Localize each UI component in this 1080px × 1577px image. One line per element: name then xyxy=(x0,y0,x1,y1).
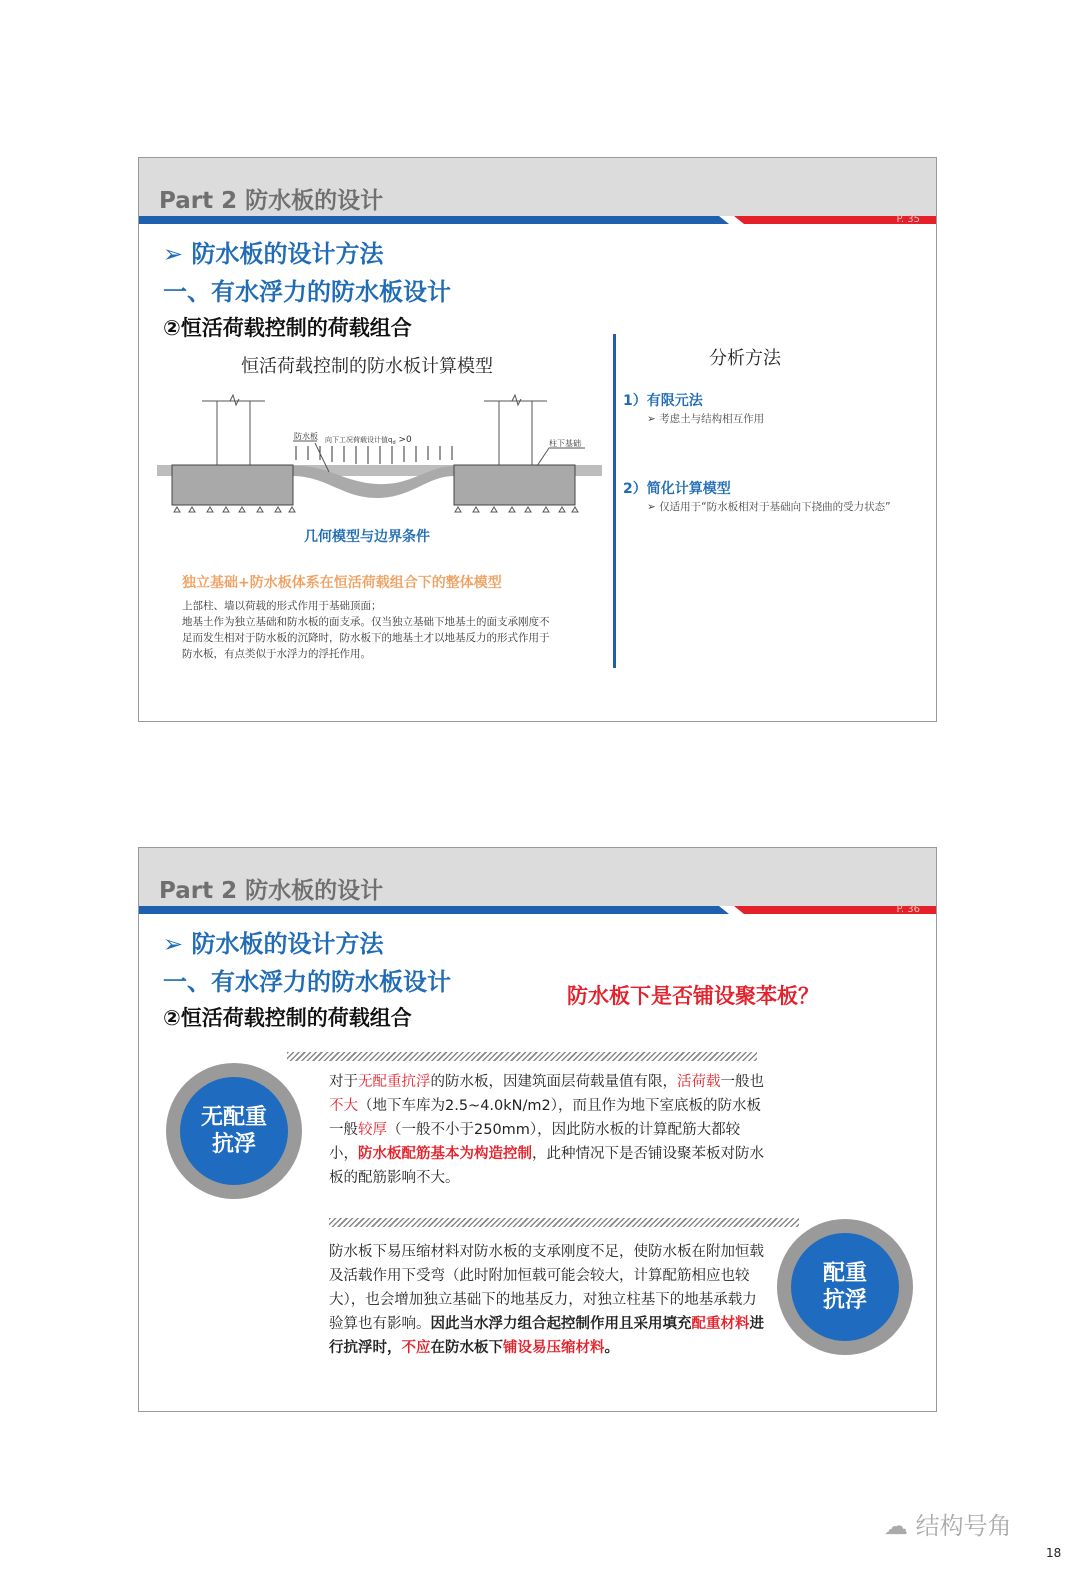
label-slab: 防水板 xyxy=(294,432,318,441)
model-description: 上部柱、墙以荷载的形式作用于基础顶面； 地基土作为独立基础和防水板的面支承。仅当独立基础下地基土的面支承刚度不 足而发生相对于防水板的沉降时，防水板下的地基土才以地基反力的形式作用于 防水板，有点类似于水浮力的浮托作用。 xyxy=(182,600,550,660)
page-number: 18 xyxy=(1046,1546,1062,1560)
diagram-caption: 几何模型与边界条件 xyxy=(304,529,430,545)
hatch-divider xyxy=(287,1052,757,1061)
method-fem-note: ➢ 考虑土与结构相互作用 xyxy=(647,413,765,425)
badge-counterweight: 配重 抗浮 xyxy=(777,1219,913,1355)
wechat-icon: ☁ xyxy=(884,1512,908,1540)
heading-load-combination: ②恒活荷载控制的荷载组合 xyxy=(163,316,412,340)
arrow-bullet-icon: ➢ xyxy=(163,930,192,958)
model-subtitle: 独立基础+防水板体系在恒活荷载组合下的整体模型 xyxy=(182,575,502,591)
vertical-divider xyxy=(613,334,616,668)
heading-design-method: ➢ 防水板的设计方法 xyxy=(163,240,384,268)
hatch-divider xyxy=(329,1218,799,1227)
model-title: 恒活荷载控制的防水板计算模型 xyxy=(241,356,493,377)
paragraph-counterweight: 防水板下易压缩材料对防水板的支承刚度不足，使防水板在附加恒载及活载作用下受弯（此时附加恒载可能会较大，计算配筋相应也较大），也会增加独立基础下的地基反力，对独立柱基下的地基承载力验算也有影响。因此当水浮力组合起控制作用且采用填充配重材料进行抗浮时，不应在防水板下铺设易压缩材料。 xyxy=(329,1244,764,1356)
analysis-title: 分析方法 xyxy=(709,348,781,369)
method-simplified-note: ➢ 仅适用于“防水板相对于基础向下挠曲的受力状态” xyxy=(647,501,891,513)
paragraph-no-counterweight: 对于无配重抗浮的防水板，因建筑面层荷载量值有限，活荷载一般也不大（地下车库为2.5~4.0kN/m2），而且作为地下室底板的防水板一般较厚（一般不小于250mm），因此防水板的计算配筋大都较小，防水板配筋基本为构造控制，此种情况下是否铺设聚苯板对防水板的配筋影响不大。 xyxy=(329,1074,764,1186)
slide-36 xyxy=(138,847,937,1412)
header-title: Part 2 防水板的设计 xyxy=(159,188,384,214)
slide-header xyxy=(139,848,936,906)
slide-35 xyxy=(138,157,937,722)
page-number-label: P. 35 xyxy=(896,214,920,225)
question-title: 防水板下是否铺设聚苯板？ xyxy=(567,984,819,1008)
badge-no-counterweight: 无配重 抗浮 xyxy=(166,1063,302,1199)
header-stripe xyxy=(139,216,936,224)
header-title: Part 2 防水板的设计 xyxy=(159,878,384,904)
header-stripe xyxy=(139,906,936,914)
heading-load-combination: ②恒活荷载控制的荷载组合 xyxy=(163,1006,412,1030)
label-load: 向下工况荷载设计值$q_d >0$ xyxy=(325,435,412,446)
slide-header xyxy=(139,158,936,216)
method-simplified: 2）简化计算模型 xyxy=(623,481,731,497)
heading-design-method: ➢ 防水板的设计方法 xyxy=(163,930,384,958)
heading-buoyancy: 一、有水浮力的防水板设计 xyxy=(163,278,451,306)
label-foundation: 柱下基础 xyxy=(549,439,581,448)
geometry-diagram xyxy=(157,394,607,520)
method-fem: 1）有限元法 xyxy=(623,393,703,409)
arrow-bullet-icon: ➢ xyxy=(163,240,192,268)
heading-buoyancy: 一、有水浮力的防水板设计 xyxy=(163,968,451,996)
watermark: ☁ 结构号角 xyxy=(884,1512,1012,1540)
page-number-label: P. 36 xyxy=(896,904,920,915)
